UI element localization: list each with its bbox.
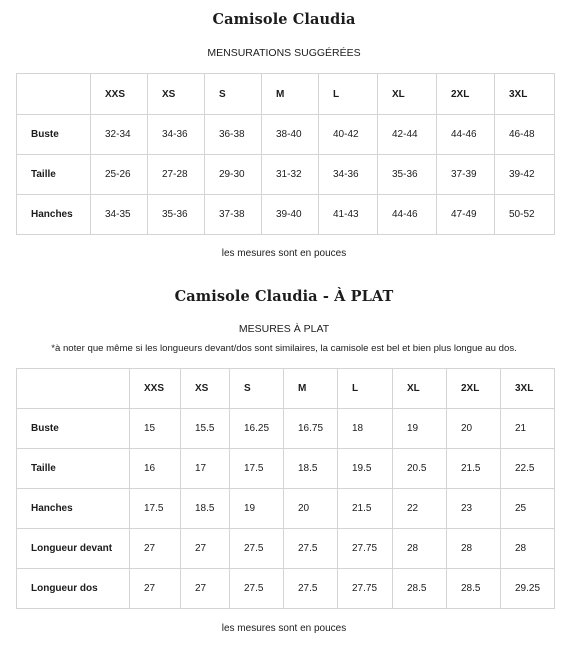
table1-subtitle: MENSURATIONS SUGGÉRÉES [207, 47, 361, 59]
table-cell: 27.5 [230, 529, 284, 569]
table-cell: 50-52 [495, 195, 555, 235]
table-cell: 39-42 [495, 155, 555, 195]
row-label: Longueur dos [17, 569, 130, 609]
table-cell: 25-26 [91, 155, 148, 195]
size-header: XL [378, 74, 437, 115]
table-cell: 37-39 [437, 155, 495, 195]
table2-note: *à noter que même si les longueurs devant/dos sont similaires, la camisole est bel et bien plus longue au dos. [51, 343, 517, 354]
table-cell: 35-36 [378, 155, 437, 195]
table-cell: 19 [230, 489, 284, 529]
table-cell: 27.5 [284, 569, 338, 609]
table-cell: 36-38 [205, 115, 262, 155]
table-cell: 27 [181, 529, 230, 569]
size-table-suggested [16, 73, 555, 235]
table-cell: 18.5 [284, 449, 338, 489]
table-cell: 18.5 [181, 489, 230, 529]
table-cell: 42-44 [378, 115, 437, 155]
table-cell: 15.5 [181, 409, 230, 449]
table-cell: 44-46 [378, 195, 437, 235]
table-row [17, 409, 555, 449]
table-cell: 17 [181, 449, 230, 489]
table-cell: 16 [130, 449, 181, 489]
table-cell: 20 [447, 409, 501, 449]
size-header: XL [393, 369, 447, 409]
table-cell: 16.25 [230, 409, 284, 449]
size-header: S [205, 74, 262, 115]
size-header: XS [148, 74, 205, 115]
table-cell: 31-32 [262, 155, 319, 195]
table-cell: 47-49 [437, 195, 495, 235]
table-cell: 27 [130, 569, 181, 609]
table-cell: 28 [393, 529, 447, 569]
table-cell: 41-43 [319, 195, 378, 235]
table-cell: 28 [447, 529, 501, 569]
row-label: Hanches [17, 489, 130, 529]
table-cell: 18 [338, 409, 393, 449]
table-cell: 21.5 [338, 489, 393, 529]
size-header: 2XL [437, 74, 495, 115]
table-cell: 44-46 [437, 115, 495, 155]
table-row [17, 529, 555, 569]
table-cell: 38-40 [262, 115, 319, 155]
table-header-row [17, 74, 555, 115]
row-label: Longueur devant [17, 529, 130, 569]
size-header: M [262, 74, 319, 115]
row-label: Taille [17, 449, 130, 489]
size-header: 2XL [447, 369, 501, 409]
table-cell: 23 [447, 489, 501, 529]
table-cell: 40-42 [319, 115, 378, 155]
size-header: XXS [130, 369, 181, 409]
table-row [17, 195, 555, 235]
table-cell: 27.5 [284, 529, 338, 569]
table-cell: 27 [181, 569, 230, 609]
table-cell: 27-28 [148, 155, 205, 195]
table-row [17, 489, 555, 529]
table-cell: 21.5 [447, 449, 501, 489]
table-cell: 22 [393, 489, 447, 529]
row-label: Hanches [17, 195, 91, 235]
table-cell: 19.5 [338, 449, 393, 489]
table-cell: 27.75 [338, 569, 393, 609]
table-row [17, 155, 555, 195]
table-cell: 20.5 [393, 449, 447, 489]
table-cell: 27 [130, 529, 181, 569]
table2-subtitle: MESURES À PLAT [238, 323, 330, 335]
table-cell: 34-36 [148, 115, 205, 155]
table-cell: 28.5 [393, 569, 447, 609]
size-header: S [230, 369, 284, 409]
table-row [17, 569, 555, 609]
row-label: Buste [17, 409, 130, 449]
table-cell: 32-34 [91, 115, 148, 155]
table-cell: 16.75 [284, 409, 338, 449]
table-cell: 27.5 [230, 569, 284, 609]
table-cell: 27.75 [338, 529, 393, 569]
size-header: 3XL [495, 74, 555, 115]
table-row [17, 449, 555, 489]
size-header: 3XL [501, 369, 555, 409]
table-cell: 17.5 [230, 449, 284, 489]
table-cell: 46-48 [495, 115, 555, 155]
table-cell: 28 [501, 529, 555, 569]
table-header-row [17, 369, 555, 409]
size-table-flat [16, 368, 555, 609]
table-cell: 34-35 [91, 195, 148, 235]
size-header: XXS [91, 74, 148, 115]
table1-footnote: les mesures sont en pouces [221, 248, 347, 259]
table-cell: 22.5 [501, 449, 555, 489]
table1-title: Camisole Claudia [212, 11, 356, 28]
size-header: XS [181, 369, 230, 409]
table-cell: 29.25 [501, 569, 555, 609]
table2-footnote: les mesures sont en pouces [221, 623, 347, 634]
table-cell: 17.5 [130, 489, 181, 529]
table-cell: 29-30 [205, 155, 262, 195]
table-cell: 35-36 [148, 195, 205, 235]
table-cell: 28.5 [447, 569, 501, 609]
size-header: M [284, 369, 338, 409]
row-label: Taille [17, 155, 91, 195]
table-row [17, 115, 555, 155]
table-cell: 34-36 [319, 155, 378, 195]
size-header: L [319, 74, 378, 115]
corner-cell [17, 369, 130, 409]
table-cell: 21 [501, 409, 555, 449]
size-header: L [338, 369, 393, 409]
table-cell: 15 [130, 409, 181, 449]
table-cell: 37-38 [205, 195, 262, 235]
table-cell: 25 [501, 489, 555, 529]
table2-title: Camisole Claudia - À PLAT [174, 288, 394, 305]
table-cell: 20 [284, 489, 338, 529]
corner-cell [17, 74, 91, 115]
row-label: Buste [17, 115, 91, 155]
table-cell: 39-40 [262, 195, 319, 235]
table-cell: 19 [393, 409, 447, 449]
